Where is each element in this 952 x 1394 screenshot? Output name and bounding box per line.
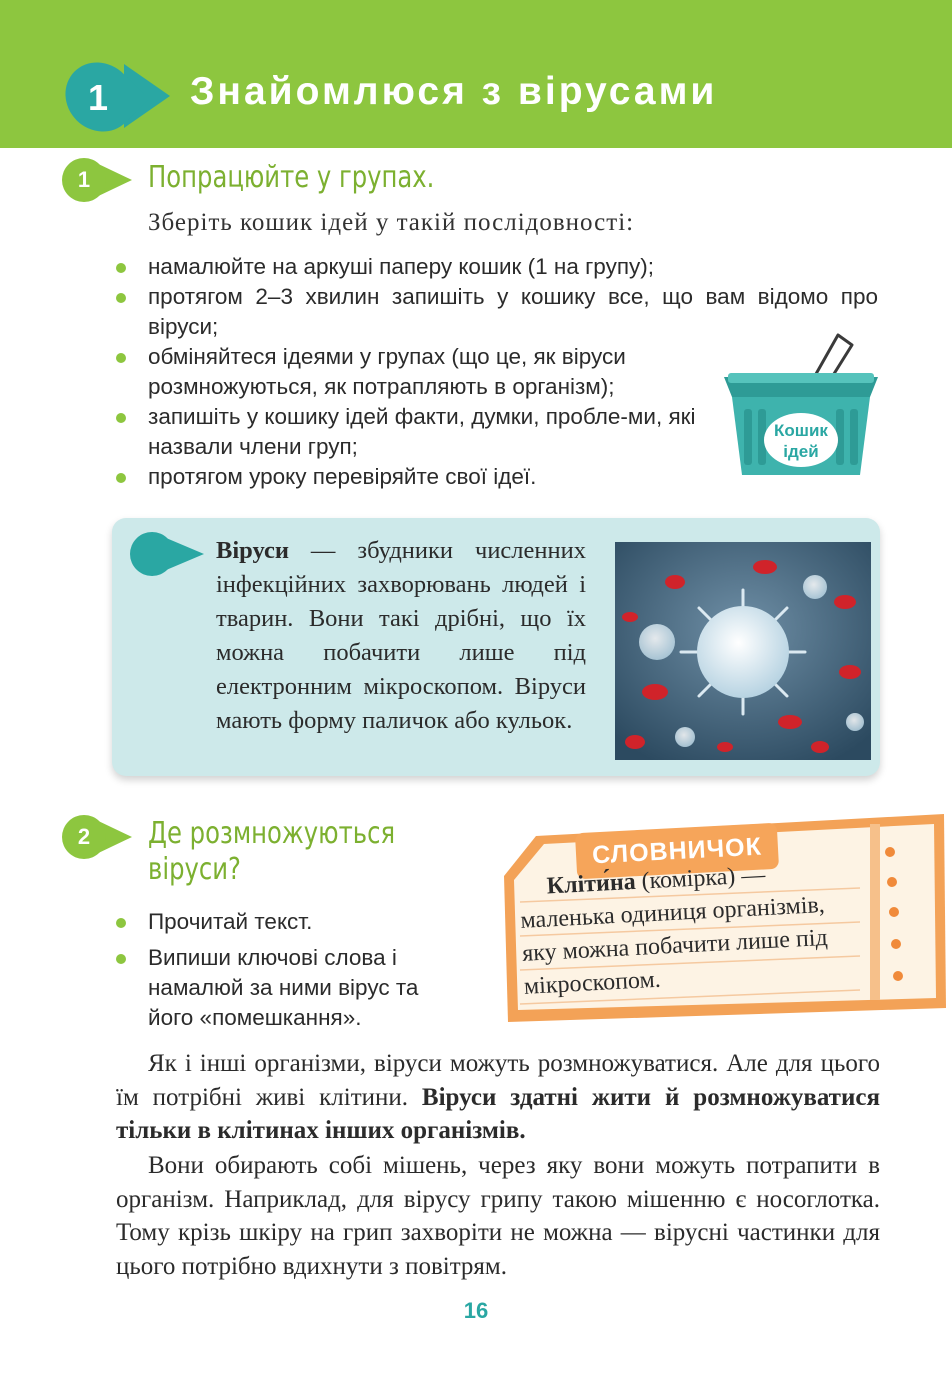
chapter-number: 1 — [87, 77, 109, 118]
paragraph-1-emphasis: Віруси здатні жити й розмножуватися тільки в клітинах інших організмів. — [116, 1083, 880, 1144]
paragraph-2-text: Вони обирають собі мішень, через яку вони можуть потрапити в організм. Наприклад, для вірусу грипу такою мішенню є носоглотка. Тому крізь шкіру на грип захворіти не можна — вірусні частинки для цього потрібно вдихнути з повітрям. — [116, 1152, 880, 1280]
list-item: намалюйте на аркуші паперу кошик (1 на групу); — [116, 252, 880, 282]
list-item: протягом 2–3 хвилин запишіть у кошику все, що вам відомо про віруси; — [116, 282, 878, 342]
task-2-title-line2: віруси? — [148, 852, 241, 887]
task-1-marker — [62, 158, 136, 202]
paragraph-2 — [116, 1149, 880, 1283]
task-1-intro: Зберіть кошик ідей у такій послідовності: — [148, 209, 635, 236]
idea-basket-illustration — [720, 325, 882, 480]
paragraph-1-text: Як і інші організми, віруси можуть розмножуватися. Але для цього їм потрібні живі клітини. — [116, 1050, 880, 1111]
list-item: Прочитай текст. — [116, 907, 456, 937]
virus-definition — [216, 534, 586, 738]
list-item: протягом уроку перевіряйте свої ідеї. — [116, 462, 880, 492]
basket-label-line2: ідей — [783, 442, 819, 461]
vocab-definition-text: (комірка) — маленька одиниця організмів, яку можна побачити лише під мікроскопом. — [519, 862, 829, 1000]
infobox-marker-circle — [130, 532, 174, 576]
list-item: запишіть у кошику ідей факти, думки, пробле-ми, які назвали члени груп; — [116, 402, 700, 462]
chapter-title: Знайомлюся з вірусами — [190, 70, 718, 113]
page-number: 16 — [463, 1298, 489, 1323]
list-item: Випиши ключові слова і намалюй за ними вірус та його «помешкання». — [116, 943, 438, 1033]
task-2-number: 2 — [77, 824, 91, 849]
vocab-term: Кліти́на — [546, 868, 637, 900]
chapter-header — [0, 0, 952, 148]
task-2-title — [148, 816, 395, 888]
virus-image — [615, 542, 871, 760]
vocabulary-definition — [518, 854, 864, 1004]
virus-info-box — [112, 518, 880, 776]
task-2-title-line1: Де розмножуються — [148, 816, 396, 851]
task-2-list — [116, 907, 456, 1033]
paragraph-1 — [116, 1047, 880, 1148]
task-1-number: 1 — [77, 167, 91, 192]
virus-term: Віруси — [216, 537, 289, 564]
vocabulary-title: СЛОВНИЧОК — [575, 823, 779, 880]
basket-label-line1: Кошик — [774, 421, 828, 440]
infobox-marker — [130, 532, 200, 576]
task-1-title: Попрацюйте у групах. — [148, 160, 435, 195]
task-2-marker — [62, 815, 136, 859]
list-item: обміняйтеся ідеями у групах (що це, як віруси розмножуються, як потрапляють в організм); — [116, 342, 698, 402]
virus-definition-text: — збудники численних інфекційних захворювань людей і тварин. Вони такі дрібні, що їх можна побачити лише під електронним мікроскопом. Віруси мають форму паличок або кульок. — [216, 537, 586, 734]
